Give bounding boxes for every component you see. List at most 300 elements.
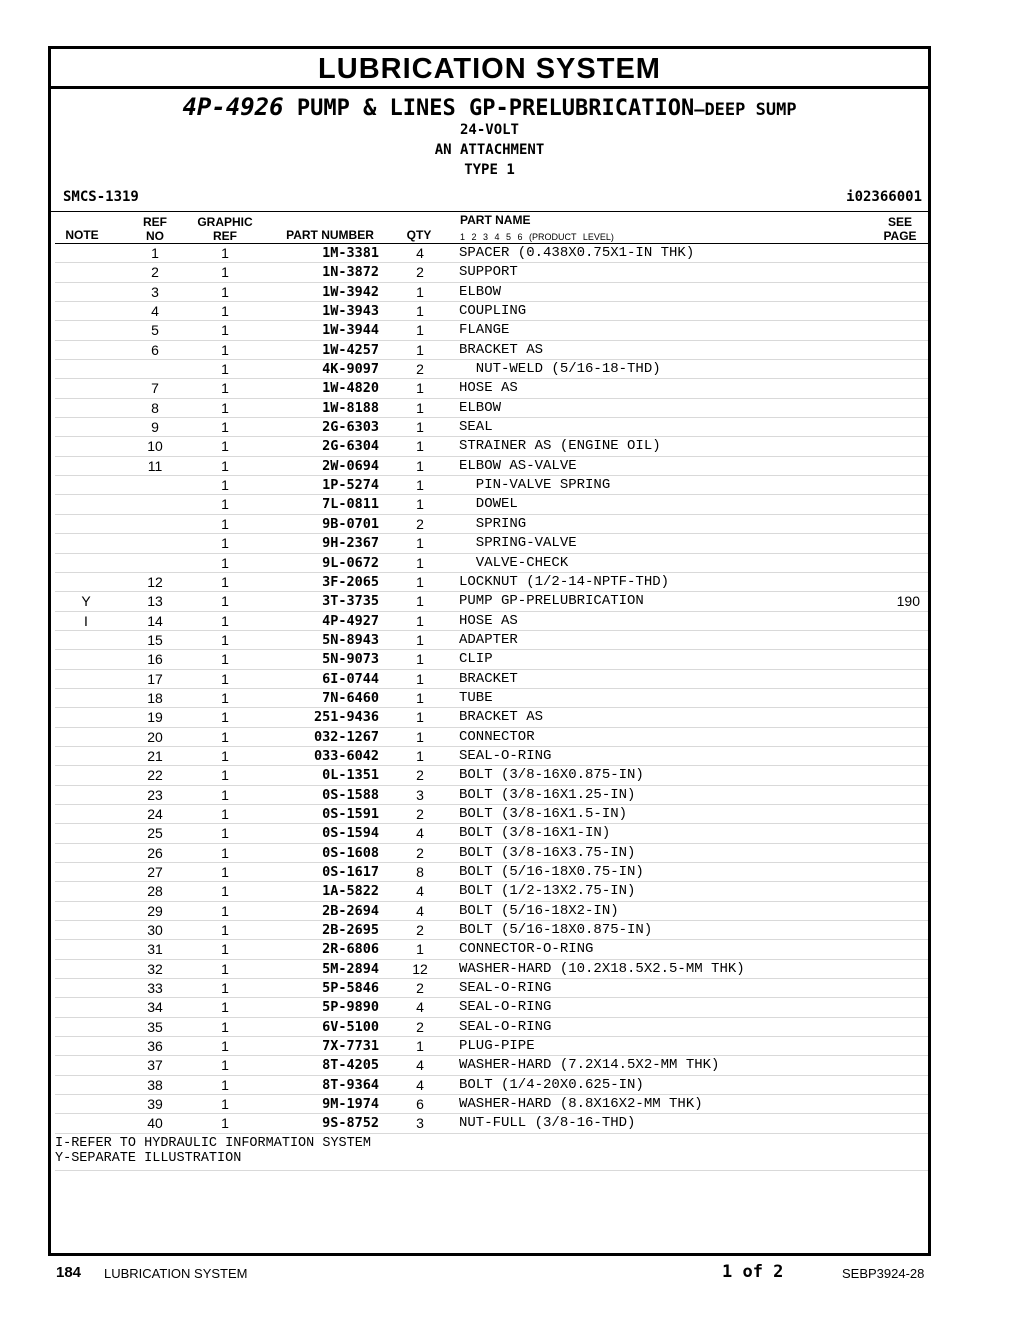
table-row xyxy=(55,728,928,747)
row-part-name: SEAL-O-RING xyxy=(459,980,552,997)
row-graphic-ref: 1 xyxy=(221,457,229,474)
table-row xyxy=(55,786,928,805)
row-part-name: NUT-FULL (3/8-16-THD) xyxy=(459,1115,636,1132)
row-part-name: WASHER-HARD (10.2X18.5X2.5-MM THK) xyxy=(459,960,745,977)
row-part-number: 2G-6304 xyxy=(322,438,379,455)
row-part-number: 1N-3872 xyxy=(322,264,379,281)
row-qty: 12 xyxy=(412,960,428,977)
row-note: I xyxy=(84,612,88,629)
row-graphic-ref: 1 xyxy=(221,689,229,706)
row-part-number: 8T-4205 xyxy=(322,1057,379,1074)
table-row xyxy=(55,1095,928,1114)
row-part-number: 1W-4820 xyxy=(322,380,379,397)
row-qty: 3 xyxy=(416,786,424,803)
col-ref xyxy=(135,215,175,243)
row-ref-no: 38 xyxy=(147,1076,163,1093)
row-part-name: SPRING-VALVE xyxy=(459,535,577,552)
row-part-number: 6V-5100 xyxy=(322,1018,379,1035)
row-part-name: BOLT (5/16-18X0.875-IN) xyxy=(459,922,653,939)
row-graphic-ref: 1 xyxy=(221,264,229,281)
row-qty: 2 xyxy=(416,361,424,378)
table-row xyxy=(55,399,928,418)
table-row xyxy=(55,844,928,863)
row-graphic-ref: 1 xyxy=(221,535,229,552)
row-graphic-ref: 1 xyxy=(221,496,229,513)
table-row xyxy=(55,1056,928,1075)
row-qty: 4 xyxy=(416,883,424,900)
row-part-name: TUBE xyxy=(459,689,493,706)
row-graphic-ref: 1 xyxy=(221,960,229,977)
col-graphic-top: GRAPHIC xyxy=(197,215,253,229)
group-subline-type: TYPE 1 xyxy=(464,162,515,178)
footer-section: LUBRICATION SYSTEM xyxy=(104,1266,248,1281)
row-graphic-ref: 1 xyxy=(221,573,229,590)
table-row xyxy=(55,592,928,611)
row-qty: 8 xyxy=(416,864,424,880)
table-row xyxy=(55,379,928,398)
row-graphic-ref: 1 xyxy=(221,670,229,687)
row-part-name: BOLT (1/2-13X2.75-IN) xyxy=(459,883,636,900)
row-graphic-ref: 1 xyxy=(221,1076,229,1093)
row-ref-no: 40 xyxy=(147,1115,163,1132)
row-part-name: ELBOW AS-VALVE xyxy=(459,457,577,474)
row-graphic-ref: 1 xyxy=(221,477,229,494)
row-graphic-ref: 1 xyxy=(221,747,229,764)
row-ref-no: 29 xyxy=(147,902,163,919)
row-part-number: 1P-5274 xyxy=(322,477,379,494)
illustration-id: i02366001 xyxy=(846,189,922,205)
row-part-name: BRACKET AS xyxy=(459,709,544,726)
row-ref-no: 6 xyxy=(151,341,159,358)
row-part-number: 251-9436 xyxy=(313,709,379,726)
table-row xyxy=(55,360,928,379)
section-title: LUBRICATION SYSTEM xyxy=(51,49,928,89)
table-row xyxy=(55,1018,928,1037)
row-qty: 1 xyxy=(416,322,424,339)
row-part-name: PLUG-PIPE xyxy=(459,1038,535,1055)
table-row xyxy=(55,244,928,263)
row-qty: 2 xyxy=(416,922,424,939)
row-part-name: DOWEL xyxy=(459,496,518,513)
row-part-name: SUPPORT xyxy=(459,264,518,281)
row-graphic-ref: 1 xyxy=(221,825,229,842)
row-part-name: ELBOW xyxy=(459,283,502,300)
row-part-number: 6I-0744 xyxy=(322,670,379,687)
row-part-number: 1W-3943 xyxy=(322,303,379,320)
row-part-number: 033-6042 xyxy=(313,747,379,764)
row-graphic-ref: 1 xyxy=(221,999,229,1016)
note-line: Y-SEPARATE ILLUSTRATION xyxy=(55,1150,242,1166)
row-part-name: BRACKET xyxy=(459,670,518,687)
table-row xyxy=(55,515,928,534)
row-part-number: 2W-0694 xyxy=(322,457,379,474)
row-graphic-ref: 1 xyxy=(221,399,229,416)
row-ref-no: 32 xyxy=(147,960,163,977)
row-part-number: 7X-7731 xyxy=(322,1038,379,1055)
row-part-number: 1A-5822 xyxy=(322,883,379,900)
row-part-name: ADAPTER xyxy=(459,631,518,648)
product-levels: 1 2 3 4 5 6 (PRODUCT LEVEL) xyxy=(460,232,614,242)
row-qty: 3 xyxy=(416,1115,424,1132)
row-qty: 2 xyxy=(416,1018,424,1035)
row-qty: 1 xyxy=(416,457,424,474)
row-qty: 4 xyxy=(416,902,424,919)
notes-block xyxy=(55,1134,928,1171)
row-part-name: VALVE-CHECK xyxy=(459,554,569,571)
row-graphic-ref: 1 xyxy=(221,438,229,455)
table-row xyxy=(55,631,928,650)
row-part-number: 4P-4927 xyxy=(322,612,379,629)
group-title xyxy=(51,93,928,124)
row-ref-no: 12 xyxy=(147,573,163,590)
row-part-name: BOLT (1/4-20X0.625-IN) xyxy=(459,1076,644,1093)
row-ref-no: 4 xyxy=(151,303,159,320)
table-row xyxy=(55,708,928,727)
row-part-number: 032-1267 xyxy=(313,728,379,745)
row-ref-no: 31 xyxy=(147,941,163,958)
row-see-page: 190 xyxy=(896,593,920,610)
row-qty: 1 xyxy=(416,283,424,300)
row-part-name: SPACER (0.438X0.75X1-IN THK) xyxy=(459,245,695,261)
parts-table-body xyxy=(55,244,928,1171)
row-ref-no: 9 xyxy=(151,419,159,436)
row-note: Y xyxy=(81,593,91,610)
row-ref-no: 39 xyxy=(147,1096,163,1113)
row-part-name: PIN-VALVE SPRING xyxy=(459,477,611,494)
row-qty: 4 xyxy=(416,1076,424,1093)
row-qty: 1 xyxy=(416,651,424,668)
row-graphic-ref: 1 xyxy=(221,1018,229,1035)
row-qty: 1 xyxy=(416,747,424,764)
col-graphic-ref xyxy=(191,215,259,243)
row-qty: 4 xyxy=(416,825,424,842)
row-part-number: 0S-1617 xyxy=(322,864,379,880)
row-graphic-ref: 1 xyxy=(221,554,229,571)
group-subline-attachment: AN ATTACHMENT xyxy=(434,142,545,158)
row-part-number: 9H-2367 xyxy=(322,535,379,552)
row-part-number: 5P-9890 xyxy=(322,999,379,1016)
row-graphic-ref: 1 xyxy=(221,303,229,320)
row-ref-no: 10 xyxy=(147,438,163,455)
row-graphic-ref: 1 xyxy=(221,1115,229,1132)
row-graphic-ref: 1 xyxy=(221,786,229,803)
row-ref-no: 7 xyxy=(151,380,159,397)
page-footer xyxy=(0,1264,1020,1288)
row-graphic-ref: 1 xyxy=(221,805,229,822)
row-qty: 6 xyxy=(416,1096,424,1113)
group-suffix: —DEEP SUMP xyxy=(694,100,797,120)
row-ref-no: 14 xyxy=(147,612,163,629)
row-part-name: SEAL-O-RING xyxy=(459,747,552,764)
row-qty: 1 xyxy=(416,419,424,436)
row-ref-no: 37 xyxy=(147,1057,163,1074)
table-row xyxy=(55,650,928,669)
row-part-number: 0L-1351 xyxy=(322,767,379,784)
row-graphic-ref: 1 xyxy=(221,728,229,745)
row-qty: 1 xyxy=(416,941,424,958)
row-graphic-ref: 1 xyxy=(221,283,229,300)
row-ref-no: 8 xyxy=(151,399,159,416)
row-part-number: 5N-9073 xyxy=(322,651,379,668)
row-part-name: CONNECTOR xyxy=(459,728,535,745)
row-qty: 1 xyxy=(416,399,424,416)
row-graphic-ref: 1 xyxy=(221,1057,229,1074)
table-row xyxy=(55,457,928,476)
row-graphic-ref: 1 xyxy=(221,322,229,339)
table-row xyxy=(55,418,928,437)
row-qty: 1 xyxy=(416,380,424,397)
group-part-number: 4P-4926 xyxy=(182,93,284,121)
col-part-name: PART NAME xyxy=(460,213,531,227)
row-part-name: WASHER-HARD (7.2X14.5X2-MM THK) xyxy=(459,1057,720,1074)
table-row xyxy=(55,824,928,843)
row-ref-no: 36 xyxy=(147,1038,163,1055)
row-part-name: CONNECTOR-O-RING xyxy=(459,941,594,958)
table-row xyxy=(55,534,928,553)
row-qty: 4 xyxy=(416,245,424,261)
row-qty: 1 xyxy=(416,612,424,629)
row-ref-no: 3 xyxy=(151,283,159,300)
row-part-number: 5M-2894 xyxy=(322,960,379,977)
row-part-name: BOLT (3/8-16X0.875-IN) xyxy=(459,767,644,784)
row-part-number: 3T-3735 xyxy=(322,593,379,610)
table-row xyxy=(55,1076,928,1095)
row-part-number: 4K-9097 xyxy=(322,361,379,378)
row-graphic-ref: 1 xyxy=(221,419,229,436)
table-row xyxy=(55,998,928,1017)
row-part-name: NUT-WELD (5/16-18-THD) xyxy=(459,361,661,378)
row-graphic-ref: 1 xyxy=(221,902,229,919)
row-ref-no: 23 xyxy=(147,786,163,803)
row-part-number: 1W-4257 xyxy=(322,341,379,358)
group-subline-voltage: 24-VOLT xyxy=(459,122,519,138)
table-row xyxy=(55,1037,928,1056)
col-see-page xyxy=(877,215,923,243)
page-number: 184 xyxy=(56,1264,82,1281)
row-ref-no: 25 xyxy=(147,825,163,842)
row-ref-no: 19 xyxy=(147,709,163,726)
table-row xyxy=(55,573,928,592)
table-row xyxy=(55,805,928,824)
row-ref-no: 20 xyxy=(147,728,163,745)
row-qty: 1 xyxy=(416,438,424,455)
row-part-number: 1W-3942 xyxy=(322,283,379,300)
table-row xyxy=(55,766,928,785)
table-row xyxy=(55,612,928,631)
row-qty: 1 xyxy=(416,554,424,571)
row-part-name: COUPLING xyxy=(459,303,527,320)
header-divider xyxy=(51,211,928,212)
row-graphic-ref: 1 xyxy=(221,631,229,648)
row-ref-no: 21 xyxy=(147,747,163,764)
row-qty: 1 xyxy=(416,670,424,687)
row-graphic-ref: 1 xyxy=(221,380,229,397)
row-part-number: 1W-8188 xyxy=(322,399,379,416)
row-ref-no: 5 xyxy=(151,322,159,339)
row-part-number: 2B-2694 xyxy=(322,902,379,919)
col-qty: QTY xyxy=(406,228,432,242)
table-row xyxy=(55,321,928,340)
row-qty: 1 xyxy=(416,341,424,358)
row-part-name: FLANGE xyxy=(459,322,510,339)
row-graphic-ref: 1 xyxy=(221,709,229,726)
row-graphic-ref: 1 xyxy=(221,1038,229,1055)
row-part-name: BOLT (3/8-16X3.75-IN) xyxy=(459,844,636,861)
col-part-number: PART NUMBER xyxy=(286,228,374,242)
parts-list-frame xyxy=(48,46,931,1256)
row-graphic-ref: 1 xyxy=(221,515,229,532)
col-ref-bottom: NO xyxy=(146,229,164,243)
col-graphic-bottom: REF xyxy=(213,229,237,243)
row-part-name: BOLT (3/8-16X1.25-IN) xyxy=(459,786,636,803)
row-qty: 1 xyxy=(416,573,424,590)
row-qty: 4 xyxy=(416,999,424,1016)
row-qty: 1 xyxy=(416,689,424,706)
row-graphic-ref: 1 xyxy=(221,864,229,880)
row-ref-no: 16 xyxy=(147,651,163,668)
table-row xyxy=(55,476,928,495)
row-qty: 1 xyxy=(416,303,424,320)
row-ref-no: 26 xyxy=(147,844,163,861)
row-ref-no: 34 xyxy=(147,999,163,1016)
row-graphic-ref: 1 xyxy=(221,593,229,610)
table-row xyxy=(55,747,928,766)
row-graphic-ref: 1 xyxy=(221,844,229,861)
row-ref-no: 13 xyxy=(147,593,163,610)
row-part-name: ELBOW xyxy=(459,399,502,416)
row-graphic-ref: 1 xyxy=(221,651,229,668)
table-row xyxy=(55,921,928,940)
row-part-name: LOCKNUT (1/2-14-NPTF-THD) xyxy=(459,573,670,590)
row-qty: 2 xyxy=(416,264,424,281)
row-graphic-ref: 1 xyxy=(221,245,229,261)
row-part-name: SEAL xyxy=(459,419,493,436)
row-ref-no: 22 xyxy=(147,767,163,784)
row-qty: 1 xyxy=(416,477,424,494)
row-part-number: 0S-1591 xyxy=(322,805,379,822)
row-part-name: SPRING xyxy=(459,515,527,532)
document-id: SEBP3924-28 xyxy=(842,1266,925,1281)
row-qty: 1 xyxy=(416,1038,424,1055)
row-part-name: PUMP GP-PRELUBRICATION xyxy=(459,593,644,610)
row-part-name: BOLT (3/8-16X1-IN) xyxy=(459,825,611,842)
row-part-name: BRACKET AS xyxy=(459,341,544,358)
row-qty: 1 xyxy=(416,535,424,552)
row-part-name: HOSE AS xyxy=(459,612,518,629)
smcs-code: SMCS-1319 xyxy=(63,189,139,205)
row-part-number: 0S-1588 xyxy=(322,786,379,803)
row-graphic-ref: 1 xyxy=(221,341,229,358)
col-see-top: SEE xyxy=(887,215,912,229)
group-name: PUMP & LINES GP-PRELUBRICATION xyxy=(296,96,695,121)
row-part-name: BOLT (5/16-18X2-IN) xyxy=(459,902,619,919)
row-part-number: 8T-9364 xyxy=(322,1076,379,1093)
row-ref-no: 2 xyxy=(151,264,159,281)
row-part-number: 9B-0701 xyxy=(322,515,379,532)
table-row xyxy=(55,689,928,708)
row-ref-no: 18 xyxy=(147,689,163,706)
row-part-name: CLIP xyxy=(459,651,493,668)
row-qty: 1 xyxy=(416,728,424,745)
row-graphic-ref: 1 xyxy=(221,922,229,939)
table-row xyxy=(55,554,928,573)
row-ref-no: 24 xyxy=(147,805,163,822)
row-ref-no: 11 xyxy=(147,457,163,474)
row-ref-no: 33 xyxy=(147,980,163,997)
row-part-number: 2B-2695 xyxy=(322,922,379,939)
sheet-indicator: 1 of 2 xyxy=(722,1262,784,1282)
table-row xyxy=(55,940,928,959)
row-part-name: SEAL-O-RING xyxy=(459,1018,552,1035)
row-graphic-ref: 1 xyxy=(221,361,229,378)
note-line: I-REFER TO HYDRAULIC INFORMATION SYSTEM xyxy=(55,1135,371,1151)
row-qty: 2 xyxy=(416,844,424,861)
row-qty: 1 xyxy=(416,709,424,726)
row-part-number: 2R-6806 xyxy=(322,941,379,958)
row-part-name: HOSE AS xyxy=(459,380,518,397)
table-row xyxy=(55,863,928,882)
row-graphic-ref: 1 xyxy=(221,1096,229,1113)
table-row xyxy=(55,341,928,360)
row-part-number: 3F-2065 xyxy=(322,573,379,590)
table-row xyxy=(55,495,928,514)
row-part-number: 5P-5846 xyxy=(322,980,379,997)
table-row xyxy=(55,437,928,456)
row-ref-no: 30 xyxy=(147,922,163,939)
table-row xyxy=(55,960,928,979)
row-part-number: 1W-3944 xyxy=(322,322,379,339)
row-ref-no: 17 xyxy=(147,670,163,687)
row-ref-no: 28 xyxy=(147,883,163,900)
row-part-name: STRAINER AS (ENGINE OIL) xyxy=(459,438,661,455)
row-part-number: 1M-3381 xyxy=(322,245,379,261)
row-qty: 2 xyxy=(416,767,424,784)
row-graphic-ref: 1 xyxy=(221,980,229,997)
row-part-name: BOLT (3/8-16X1.5-IN) xyxy=(459,805,628,822)
row-part-number: 7L-0811 xyxy=(322,496,379,513)
row-graphic-ref: 1 xyxy=(221,767,229,784)
row-qty: 1 xyxy=(416,631,424,648)
row-part-number: 9L-0672 xyxy=(322,554,379,571)
row-ref-no: 1 xyxy=(151,245,159,261)
row-qty: 1 xyxy=(416,593,424,610)
table-row xyxy=(55,302,928,321)
table-row xyxy=(55,979,928,998)
table-row xyxy=(55,1114,928,1133)
row-ref-no: 35 xyxy=(147,1018,163,1035)
table-row xyxy=(55,670,928,689)
row-graphic-ref: 1 xyxy=(221,883,229,900)
row-part-number: 0S-1594 xyxy=(322,825,379,842)
table-row xyxy=(55,283,928,302)
table-row xyxy=(55,902,928,921)
row-part-number: 9S-8752 xyxy=(322,1115,379,1132)
row-graphic-ref: 1 xyxy=(221,941,229,958)
col-ref-top: REF xyxy=(143,215,167,229)
row-ref-no: 15 xyxy=(147,631,163,648)
row-part-number: 2G-6303 xyxy=(322,419,379,436)
row-qty: 1 xyxy=(416,496,424,513)
row-part-number: 9M-1974 xyxy=(322,1096,379,1113)
row-qty: 2 xyxy=(416,515,424,532)
table-row xyxy=(55,882,928,901)
row-part-name: WASHER-HARD (8.8X16X2-MM THK) xyxy=(459,1096,703,1113)
row-part-number: 7N-6460 xyxy=(322,689,379,706)
row-qty: 2 xyxy=(416,805,424,822)
row-part-number: 5N-8943 xyxy=(322,631,379,648)
table-row xyxy=(55,263,928,282)
row-ref-no: 27 xyxy=(147,864,163,880)
